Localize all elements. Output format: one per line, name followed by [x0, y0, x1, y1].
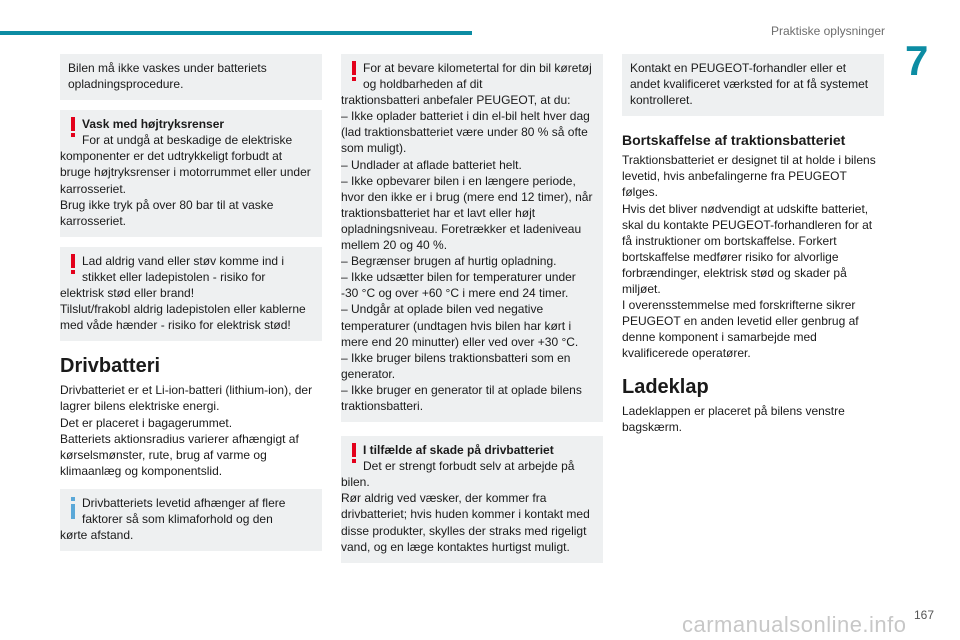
warning-intro: traktionsbatteri anbefaler PEUGEOT, at du: — [341, 93, 571, 108]
warning-body-2: Brug ikke tryk på over 80 bar til at vaske karrosseriet. — [60, 197, 274, 228]
note-box-contact-dealer — [622, 54, 884, 116]
warning-exclamation-icon — [350, 61, 358, 81]
column-1 — [60, 54, 322, 561]
warning-exclamation-icon — [69, 254, 77, 274]
header-accent-bar — [0, 31, 472, 35]
list-item: – Ikke oplader batteriet i din el-bil helt hver dag (lad traktionsbatteriet være under 80 % så ofte som muligt). — [341, 109, 590, 156]
warning-body: komponenter er det udtrykkeligt forbudt at bruge højtryksrenser i motorrummet eller under karrosseriet. — [60, 149, 311, 196]
warning-box-battery-damage — [341, 436, 603, 563]
warning-lead: Lad aldrig vand eller støv komme ind i stikket eller ladepistolen - risiko for — [82, 253, 285, 284]
warning-body-2: Rør aldrig ved væsker, der kommer fra drivbatteriet; hvis huden kommer i kontakt med disse produkter, skylles der straks med rigeligt vand, og en læge kontaktes hurtigst muligt. — [341, 491, 590, 554]
column-2 — [341, 54, 603, 573]
info-body: kørte afstand. — [60, 528, 134, 543]
paragraph: I overensstemmelse med forskrifterne sikrer PEUGEOT en anden levetid eller genbrug af denne komponent i samarbejde med kvalificerede operatører. — [622, 298, 859, 361]
paragraph: Traktionsbatteriet er designet til at holde i bilens levetid, hvis anbefalingerne fra PEUGEOT følges. — [622, 153, 876, 200]
list-item: – Undgår at oplade bilen ved negative temperaturer (undtagen hvis bilen har kørt i mere end 20 minutter) eller ved over +30 °C. — [341, 302, 579, 349]
chapter-number: 7 — [905, 37, 929, 84]
page-number: 167 — [913, 608, 934, 622]
list-item: – Ikke bruger en generator til at oplade bilens traktionsbatteri. — [341, 382, 582, 413]
warning-lead: For at bevare kilometertal for din bil køretøj og holdbarheden af dit — [363, 61, 592, 92]
warning-box-water-dust — [60, 247, 322, 341]
section-title: Praktiske oplysninger — [770, 24, 885, 38]
list-item: – Ikke opbevarer bilen i en længere periode, hvor den ikke er i brug (mere end 12 timer), når traktionsbatteriet har et lavt eller højt opladningsniveau. Foretrækker et ladeniveau mellem 20 og 40 %. — [341, 173, 593, 253]
list-item: – Begrænser brugen af hurtig opladning. — [341, 254, 557, 269]
watermark: carmanualsonline.info — [682, 612, 907, 637]
info-lead: Drivbatteriets levetid afhænger af flere faktorer så som klimaforhold og den — [82, 495, 286, 526]
warning-body-2: Tilslut/frakobl aldrig ladepistolen eller kablerne med våde hænder - risiko for elektrisk stød! — [60, 302, 306, 333]
warning-exclamation-icon — [69, 117, 77, 137]
paragraph: Hvis det bliver nødvendigt at udskifte batteriet, skal du kontakte PEUGEOT-forhandleren for at få instruktioner om bortskaffelse. Forkert bortskaffelse medfører risiko for alvorlige forbrændinger, elektrisk stød og skader på miljøet. — [622, 201, 873, 297]
paragraph: Ladeklappen er placeret på bilens venstre bagskærm. — [622, 403, 845, 434]
warning-title: Vask med højtryksrenser — [82, 117, 225, 132]
list-item: – Ikke udsætter bilen for temperaturer under -30 °C og over +60 °C i mere end 24 timer. — [341, 270, 576, 301]
paragraph: Batteriets aktionsradius varierer afhængigt af kørselsmønster, rute, brug af varme og klimaanlæg og komponentslid. — [60, 431, 299, 478]
warning-body: bilen. — [341, 475, 370, 490]
list-item: – Undlader at aflade batteriet helt. — [341, 157, 522, 172]
warning-box-pressure-washer — [60, 110, 322, 237]
warning-body: elektrisk stød eller brand! — [60, 286, 195, 301]
warning-box-battery-care — [341, 54, 603, 422]
warning-lead: Det er strengt forbudt selv at arbejde på — [363, 459, 575, 474]
note-text: Kontakt en PEUGEOT-forhandler eller et andet kvalificeret værksted for at få systemet kontrolleret. — [630, 61, 869, 108]
info-icon — [69, 497, 77, 519]
warning-exclamation-icon — [350, 443, 358, 463]
info-box-battery-life — [60, 489, 322, 551]
warning-lead: For at undgå at beskadige de elektriske — [82, 133, 293, 148]
column-3 — [622, 54, 884, 435]
paragraph: Det er placeret i bagagerummet. — [60, 415, 233, 430]
note-box-washing — [60, 54, 322, 100]
list-item: – Ikke bruger bilens traktionsbatteri som en generator. — [341, 350, 571, 381]
paragraph: Drivbatteriet er et Li-ion-batteri (lithium-ion), der lagrer bilens elektriske energi. — [60, 383, 313, 414]
subheading-disposal: Bortskaffelse af traktionsbatteriet — [622, 132, 846, 149]
heading-ladeklap: Ladeklap — [622, 375, 709, 398]
note-text: Bilen må ikke vaskes under batteriets opladningsprocedure. — [68, 61, 267, 92]
warning-title: I tilfælde af skade på drivbatteriet — [363, 443, 554, 458]
heading-drivbatteri: Drivbatteri — [60, 355, 161, 378]
